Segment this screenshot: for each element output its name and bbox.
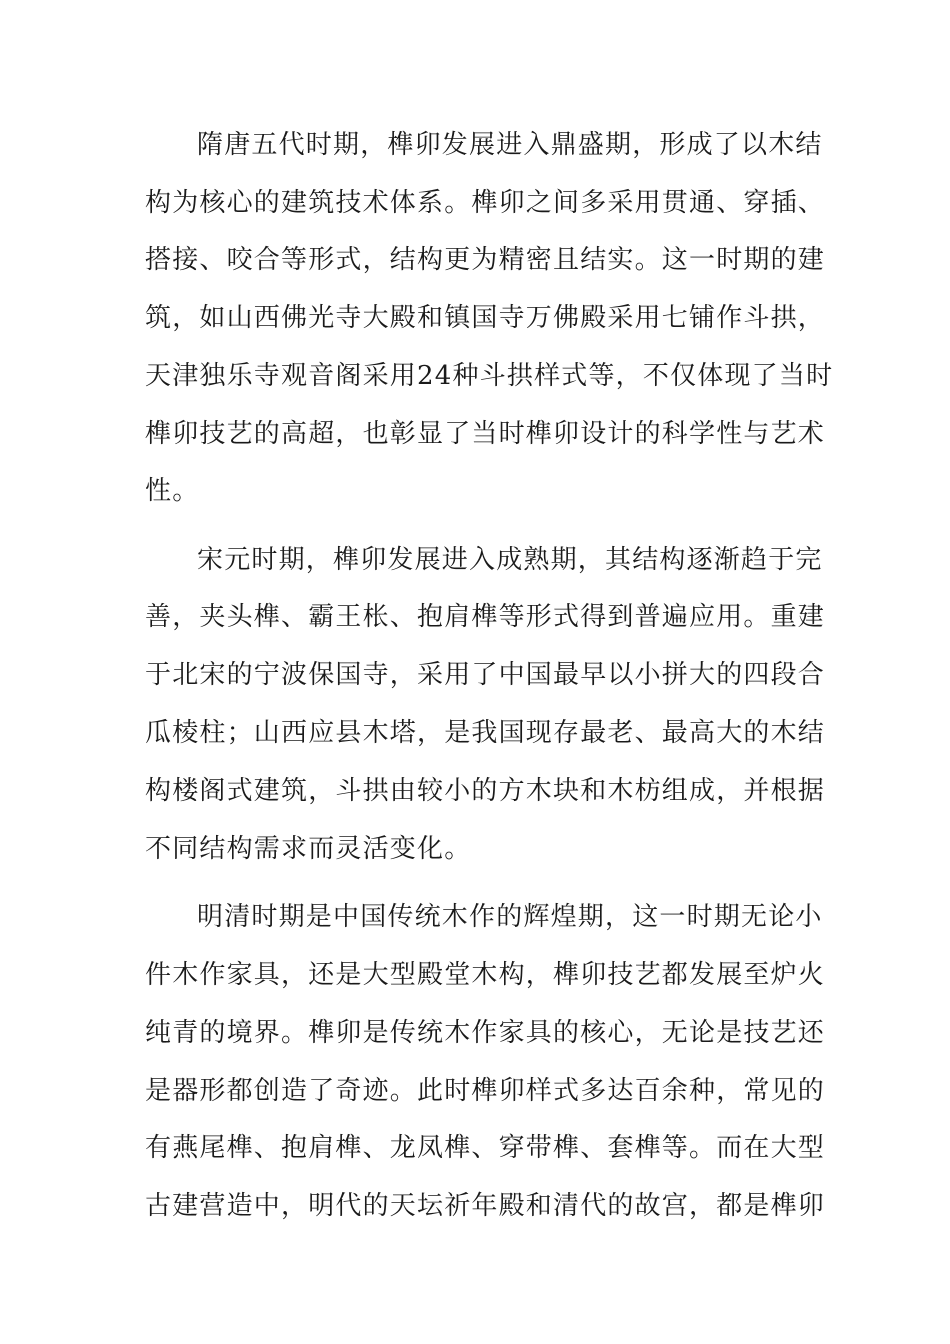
text-line: 天津独乐寺观音阁采用24种斗拱样式等，不仅体现了当时 [145, 361, 834, 391]
text-line: 宋元时期，榫卯发展进入成熟期，其结构逐渐趋于完 [197, 545, 823, 575]
text-line: 性。 [145, 476, 200, 506]
text-line: 古建营造中，明代的天坛祈年殿和清代的故宫，都是榫卯 [145, 1191, 826, 1221]
text-line: 构为核心的建筑技术体系。榫卯之间多采用贯通、穿插、 [145, 188, 826, 218]
text-line: 构楼阁式建筑，斗拱由较小的方木块和木枋组成，并根据 [145, 776, 826, 806]
text-line: 榫卯技艺的高超，也彰显了当时榫卯设计的科学性与艺术 [145, 419, 826, 449]
text-line: 是器形都创造了奇迹。此时榫卯样式多达百余种，常见的 [145, 1076, 826, 1106]
text-line: 件木作家具，还是大型殿堂木构，榫卯技艺都发展至炉火 [145, 960, 826, 990]
text-line: 瓜棱柱；山西应县木塔，是我国现存最老、最高大的木结 [145, 718, 826, 748]
text-line: 不同结构需求而灵活变化。 [145, 834, 472, 864]
text-line: 善，夹头榫、霸王枨、抱肩榫等形式得到普遍应用。重建 [145, 602, 826, 632]
text-line: 有燕尾榫、抱肩榫、龙凤榫、穿带榫、套榫等。而在大型 [145, 1133, 826, 1163]
text-line: 于北宋的宁波保国寺，采用了中国最早以小拼大的四段合 [145, 660, 826, 690]
text-line: 纯青的境界。榫卯是传统木作家具的核心，无论是技艺还 [145, 1018, 826, 1048]
text-line: 搭接、咬合等形式，结构更为精密且结实。这一时期的建 [145, 245, 826, 275]
text-line: 隋唐五代时期，榫卯发展进入鼎盛期，形成了以木结 [197, 130, 823, 160]
text-line: 明清时期是中国传统木作的辉煌期，这一时期无论小 [197, 902, 823, 932]
text-line: 筑，如山西佛光寺大殿和镇国寺万佛殿采用七铺作斗拱， [145, 303, 826, 333]
